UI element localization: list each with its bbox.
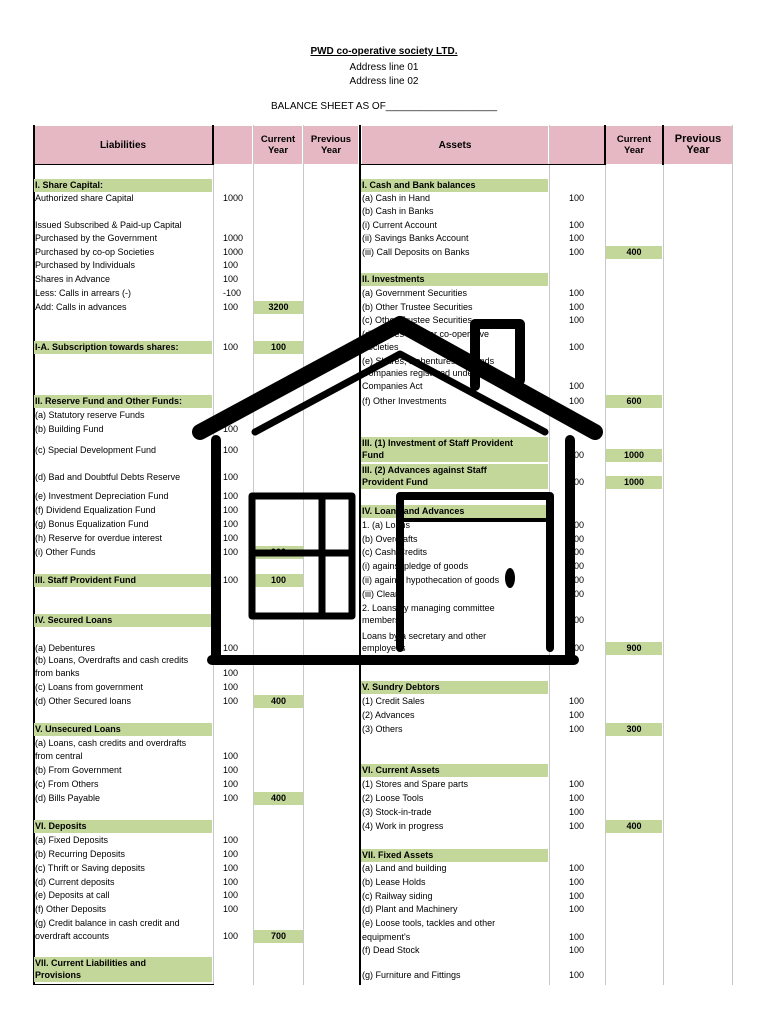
row-amount: -100	[223, 287, 242, 298]
row-label: (i) Other Funds	[35, 546, 96, 557]
row-label: (c) From Others	[35, 778, 99, 789]
grid-line	[605, 165, 606, 985]
row-current-year-total: 600	[626, 395, 642, 406]
row-label: (3) Stock-in-trade	[362, 806, 432, 817]
row-label: (b) Recurring Deposits	[35, 848, 126, 859]
row-amount: 100	[569, 574, 585, 585]
row-label: (d) Plant and Machinery	[362, 903, 458, 914]
row-label: (iii) Clean	[362, 588, 401, 599]
row-label: (f) Dividend Equalization Fund	[35, 504, 156, 515]
row-label: (a) Statutory reserve Funds	[35, 409, 145, 420]
liabilities-current-year-header: Current Year	[260, 134, 296, 156]
row-label: (2) Loose Tools	[362, 792, 424, 803]
row-label: (b) Other Trustee Securities	[362, 301, 473, 312]
row-amount: 100	[223, 848, 239, 859]
row-label: (f) Other Investments	[362, 395, 447, 406]
row-label: VI. Deposits	[35, 820, 87, 831]
row-label: (d) Bills Payable	[35, 792, 101, 803]
row-label: IV. Loans and Advances	[362, 505, 465, 516]
row-current-year-total: 400	[270, 695, 287, 706]
row-label: (g) Furniture and Fittings	[362, 969, 461, 980]
row-current-year-total: 400	[270, 792, 287, 803]
row-label: (g) Credit balance in cash credit and	[35, 917, 180, 928]
row-current-year-total: 900	[626, 642, 642, 653]
row-amount: 100	[569, 806, 585, 817]
row-label: III. Staff Provident Fund	[35, 574, 136, 585]
row-amount: 100	[569, 380, 585, 391]
row-label: (a) Debentures	[35, 642, 96, 653]
row-label: (b) Lease Holds	[362, 876, 426, 887]
row-current-year-total: 400	[626, 820, 642, 831]
row-amount: 1000	[223, 232, 244, 243]
row-label: Authorized share Capital	[35, 192, 134, 203]
row-label: (c) Special Development Fund	[35, 444, 157, 455]
row-label: (b) Loans, Overdrafts and cash credits	[35, 654, 189, 665]
row-amount: 100	[223, 444, 239, 455]
row-label: (b) Overdrafts	[362, 533, 418, 544]
row-amount: 100	[569, 944, 585, 955]
row-amount: 100	[569, 588, 585, 599]
row-amount: 100	[569, 890, 585, 901]
row-amount: 100	[569, 395, 585, 406]
row-label: Fund	[362, 449, 384, 460]
row-label: (a) Fixed Deposits	[35, 834, 109, 845]
row-amount: 100	[223, 301, 239, 312]
row-label: (c) Loans from government	[35, 681, 144, 692]
grid-line	[663, 165, 664, 985]
row-label: V. Sundry Debtors	[362, 681, 440, 692]
row-label: (1) Stores and Spare parts	[362, 778, 469, 789]
row-current-year-total: 900	[270, 546, 287, 557]
row-label: (ii) against hypothecation of goods	[362, 574, 500, 585]
row-label: Shares in Advance	[35, 273, 111, 284]
row-label: Societies	[362, 341, 399, 352]
row-current-year-total: 300	[626, 723, 642, 734]
row-label: Companies registered under	[362, 367, 476, 378]
row-current-year-total: 1000	[623, 476, 645, 487]
row-label: (f) Other Deposits	[35, 903, 107, 914]
row-amount: 100	[569, 778, 585, 789]
row-label: (ii) Savings Banks Account	[362, 232, 469, 243]
row-label: (3) Others	[362, 723, 403, 734]
row-amount: 100	[223, 764, 239, 775]
address-line-1: Address line 01	[349, 62, 419, 73]
row-label: (b) Building Fund	[35, 423, 104, 434]
row-amount: 100	[569, 614, 585, 625]
row-label: (a) Loans, cash credits and overdrafts	[35, 737, 187, 748]
row-label: (d) Other Secured loans	[35, 695, 132, 706]
row-amount: 100	[223, 471, 239, 482]
row-label: (c) Cash Credits	[362, 546, 428, 557]
row-label: (h) Reserve for overdue interest	[35, 532, 163, 543]
row-amount: 100	[223, 546, 239, 557]
assets-current-year-header: Current Year	[616, 134, 652, 156]
row-amount: 100	[223, 889, 239, 900]
row-amount: 100	[569, 876, 585, 887]
row-amount: 100	[569, 560, 585, 571]
row-amount: 100	[223, 532, 239, 543]
row-label: (i) against pledge of goods	[362, 560, 469, 571]
row-amount: 100	[223, 750, 239, 761]
row-amount: 100	[569, 820, 585, 831]
row-amount: 100	[569, 219, 585, 230]
header-rule	[360, 164, 606, 165]
row-amount: 100	[569, 449, 585, 460]
row-amount: 100	[223, 667, 239, 678]
row-label: (e) Shares, Debentures or Bonds	[362, 355, 495, 366]
assets-column-header: Assets	[438, 139, 472, 151]
row-amount: 100	[569, 533, 585, 544]
row-amount: 100	[569, 314, 585, 325]
row-amount: 1000	[223, 192, 244, 203]
row-label: (e) Loose tools, tackles and other	[362, 917, 496, 928]
footer-rule	[34, 984, 214, 985]
row-amount: 100	[569, 287, 585, 298]
row-label: V. Unsecured Loans	[35, 723, 121, 734]
row-label: VII. Fixed Assets	[362, 849, 434, 860]
row-current-year-total: 100	[270, 574, 287, 585]
row-label: III. (1) Investment of Staff Provident	[362, 437, 514, 448]
row-current-year-total: 400	[626, 246, 642, 257]
header-rule	[34, 164, 214, 165]
row-amount: 100	[569, 642, 585, 653]
grid-line	[662, 125, 664, 165]
row-label: Provisions	[35, 969, 82, 980]
row-current-year-total: 3200	[268, 301, 289, 312]
row-amount: 100	[569, 341, 585, 352]
row-label: (e) Deposits at call	[35, 889, 110, 900]
row-label: (2) Advances	[362, 709, 415, 720]
row-amount: 100	[569, 709, 585, 720]
row-label: Companies Act	[362, 380, 423, 391]
row-label: (b) From Government	[35, 764, 122, 775]
row-amount: 100	[223, 273, 239, 284]
row-amount: 100	[569, 931, 585, 942]
row-amount: 100	[569, 476, 585, 487]
row-label: I. Cash and Bank balances	[362, 179, 476, 190]
document-title: PWD co-operative society LTD.	[310, 46, 458, 57]
row-label: (c) Thrift or Saving deposits	[35, 862, 145, 873]
row-amount: 100	[569, 903, 585, 914]
row-label: IV. Secured Loans	[35, 614, 113, 625]
row-label: III. (2) Advances against Staff	[362, 464, 487, 475]
row-label: 1. (a) Loans	[362, 519, 411, 530]
row-amount: 100	[223, 876, 239, 887]
row-label: I. Share Capital:	[35, 179, 104, 190]
row-label: (d) Bad and Doubtful Debts Reserve	[35, 471, 181, 482]
assets-amount-header-band	[550, 126, 604, 164]
row-amount: 100	[569, 695, 585, 706]
row-label: VI. Current Assets	[362, 764, 440, 775]
row-amount: 100	[223, 903, 239, 914]
row-amount: 1000	[223, 246, 244, 257]
address-line-2: Address line 02	[349, 76, 419, 87]
row-label: from banks	[35, 667, 80, 678]
row-amount: 100	[223, 341, 239, 352]
row-label: Issued Subscribed & Paid-up Capital	[35, 219, 182, 230]
row-label: (4) Work in progress	[362, 820, 444, 831]
grid-line	[212, 125, 214, 165]
row-label: Purchased by Individuals	[35, 259, 136, 270]
row-label: (d) Shares of other co-operative	[362, 328, 490, 339]
row-amount: 100	[569, 246, 585, 257]
row-amount: 100	[569, 546, 585, 557]
row-label: 2. Loans by managing committee	[362, 602, 495, 613]
row-label: from central	[35, 750, 83, 761]
row-amount: 100	[223, 504, 239, 515]
row-amount: 100	[223, 792, 239, 803]
row-amount: 100	[223, 518, 239, 529]
row-label: members	[362, 614, 400, 625]
grid-line	[604, 125, 606, 165]
row-amount: 100	[223, 862, 239, 873]
row-amount: 100	[223, 423, 239, 434]
row-label: Purchased by the Government	[35, 232, 158, 243]
row-amount: 100	[223, 681, 239, 692]
assets-previous-year-header: Previous Year	[674, 133, 722, 156]
row-amount: 100	[569, 723, 585, 734]
row-current-year-total: 700	[270, 930, 287, 941]
row-label: (c) Other Trustee Securities	[362, 314, 473, 325]
row-amount: 100	[569, 192, 585, 203]
row-label: Purchased by co-op Societies	[35, 246, 155, 257]
row-label: overdraft accounts	[35, 930, 110, 941]
row-label: (a) Land and building	[362, 862, 447, 873]
row-label: equipment's	[362, 931, 411, 942]
row-label: Add: Calls in advances	[35, 301, 127, 312]
row-label: employees	[362, 642, 406, 653]
row-amount: 100	[569, 519, 585, 530]
row-amount: 100	[223, 695, 239, 706]
row-amount: 100	[223, 259, 239, 270]
row-amount: 100	[223, 642, 239, 653]
row-current-year-total: 1000	[623, 449, 645, 460]
row-label: (a) Government Securities	[362, 287, 468, 298]
row-label: II. Investments	[362, 273, 425, 284]
row-amount: 100	[223, 574, 239, 585]
row-label: (d) Current deposits	[35, 876, 115, 887]
row-amount: 100	[569, 862, 585, 873]
row-label: (1) Credit Sales	[362, 695, 425, 706]
row-label: (b) Cash in Banks	[362, 205, 434, 216]
row-amount: 100	[569, 969, 585, 980]
row-label: (iii) Call Deposits on Banks	[362, 246, 470, 257]
row-label: (f) Dead Stock	[362, 944, 420, 955]
grid-line	[303, 125, 304, 985]
balance-sheet-label: BALANCE SHEET AS OF____________________	[270, 101, 498, 112]
row-amount: 100	[223, 490, 239, 501]
row-label: Provident Fund	[362, 476, 428, 487]
row-label: (e) Investment Depreciation Fund	[35, 490, 169, 501]
liabilities-amount-header-band	[214, 126, 252, 164]
grid-line	[732, 125, 733, 985]
row-label: (a) Cash in Hand	[362, 192, 431, 203]
row-label: I-A. Subscription towards shares:	[35, 341, 179, 352]
liabilities-previous-year-header: Previous Year	[310, 134, 352, 156]
liabilities-column-header: Liabilities	[99, 139, 147, 151]
row-amount: 100	[223, 930, 239, 941]
row-label: VII. Current Liabilities and	[35, 957, 147, 968]
row-label: (i) Current Account	[362, 219, 438, 230]
row-label: Less: Calls in arrears (-)	[35, 287, 132, 298]
row-label: (c) Railway siding	[362, 890, 433, 901]
row-amount: 100	[569, 232, 585, 243]
row-label: Loans by a secretary and other	[362, 630, 487, 641]
row-label: (g) Bonus Equalization Fund	[35, 518, 149, 529]
row-amount: 100	[569, 792, 585, 803]
row-amount: 100	[569, 301, 585, 312]
row-label: II. Reserve Fund and Other Funds:	[35, 395, 183, 406]
row-current-year-total: 100	[270, 341, 287, 352]
row-amount: 100	[223, 778, 239, 789]
row-amount: 100	[223, 834, 239, 845]
